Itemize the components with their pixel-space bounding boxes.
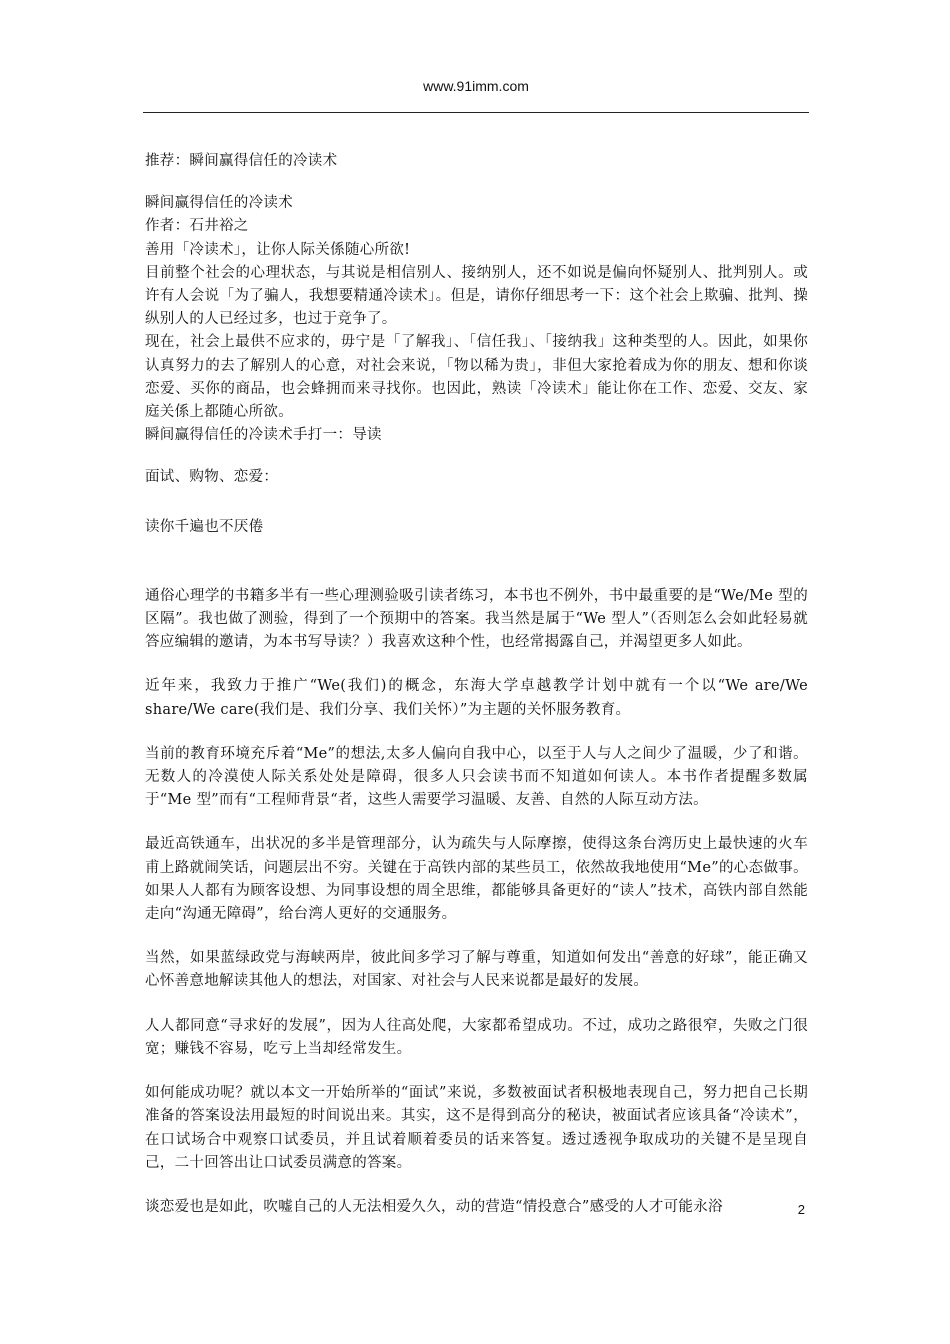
subtitle-2: 读你千遍也不厌倦 (145, 518, 264, 535)
subtitle-1: 面试、购物、恋爱： (145, 469, 279, 486)
document-body (145, 150, 808, 1219)
recommend-line: 推荐：瞬间赢得信任的冷读术 (145, 153, 338, 169)
paragraph-3: 当前的教育环境充斥着“Me”的想法,太多人偏向自我中心，以至于人与人之间少了温暖，少了和谐。无数人的冷漠使人际关系处处是障碍，很多人只会读书而不知道如何读人。本书作者提醒多数属于“Me 型”而有“工程师背景“者，这些人需要学习温暖、友善、自然的人际互动方法。 (145, 745, 808, 809)
paragraph-8: 谈恋爱也是如此，吹嘘自己的人无法相爱久久，动的营造“情投意合”感受的人才可能永浴 (145, 1198, 723, 1215)
paragraph-6: 人人都同意“寻求好的发展”，因为人往高处爬，大家都希望成功。不过，成功之路很窄，失败之门很宽；赚钱不容易，吃亏上当却经常发生。 (145, 1017, 808, 1057)
page-number: 2 (797, 1202, 805, 1217)
book-title: 瞬间赢得信任的冷读术 (145, 195, 293, 212)
page-header-url: www.91imm.com (423, 78, 529, 94)
intro-paragraph-2: 现在，社会上最供不应求的，毋宁是「了解我」、「信任我」、「接纳我」这种类型的人。因此，如果你认真努力的去了解别人的心意，对社会来说，「物以稀为贵」，非但大家抢着成为你的朋友、想和你谈恋爱、买你的商品，也会蜂拥而来寻找你。也因此，熟读「冷读术」能让你在工作、恋爱、交友、家庭关係上都随心所欲。 (145, 334, 808, 421)
header-divider (143, 112, 809, 113)
author-line: 作者：石井裕之 (145, 218, 249, 235)
intro-paragraph-1: 目前整个社会的心理状态，与其说是相信别人、接纳别人，还不如说是偏向怀疑别人、批判别人。或许有人会说「为了骗人，我想要精通冷读术」。但是，请你仔细思考一下：这个社会上欺骗、批判、操纵别人的人已经过多，也过于竞争了。 (145, 264, 808, 328)
paragraph-1: 通俗心理学的书籍多半有一些心理测验吸引读者练习，本书也不例外，书中最重要的是“We/Me 型的区隔”。我也做了测验，得到了一个预期中的答案。我当然是属于“We 型人”（否则怎么会如此轻易就答应编辑的邀请，为本书写导读？）我喜欢这种个性，也经常揭露自己，并渴望更多人如此。 (145, 587, 808, 651)
section-title: 瞬间赢得信任的冷读术手打一：导读 (145, 427, 382, 444)
tagline: 善用「冷读术」，让你人际关係随心所欲! (145, 241, 411, 258)
paragraph-4: 最近高铁通车，出状况的多半是管理部分，认为疏失与人际摩擦，使得这条台湾历史上最快速的火车甫上路就闹笑话，问题层出不穷。关键在于高铁内部的某些员工，依然故我地使用“Me”的心态做事。如果人人都有为顾客设想、为同事设想的周全思维，都能够具备更好的“读人”技术，高铁内部自然能走向“沟通无障碍”，给台湾人更好的交通服务。 (145, 836, 808, 923)
paragraph-2: 近年来，我致力于推广“We(我们)的概念，东海大学卓越教学计划中就有一个以“We are/We share/We care(我们是、我们分享、我们关怀）”为主题的关怀服务教育。 (145, 678, 808, 718)
paragraph-5: 当然，如果蓝绿政党与海峡两岸，彼此间多学习了解与尊重，知道如何发出“善意的好球”，能正确又心怀善意地解读其他人的想法，对国家、对社会与人民来说都是最好的发展。 (145, 950, 808, 990)
paragraph-7: 如何能成功呢？就以本文一开始所举的“面试”来说，多数被面试者积极地表现自己，努力把自己长期准备的答案设法用最短的时间说出来。其实，这不是得到高分的秘诀，被面试者应该具备“冷读术”，在口试场合中观察口试委员，并且试着顺着委员的话来答复。透过透视争取成功的关键不是呈现自己，二十回答出让口试委员满意的答案。 (145, 1085, 808, 1171)
